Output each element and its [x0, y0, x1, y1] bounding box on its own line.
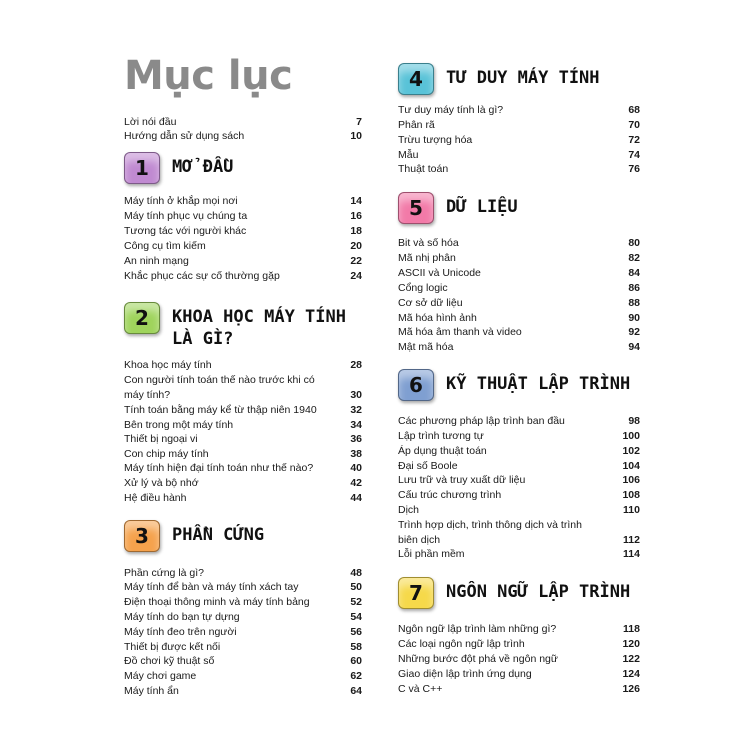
chapter-4-title: TƯ DUY MÁY TÍNH: [446, 68, 600, 88]
entry-page: 38: [350, 448, 362, 460]
entry-page: 16: [350, 210, 362, 222]
toc-entry[interactable]: [124, 447, 362, 462]
entry-page: 58: [350, 641, 362, 653]
entry-page: 126: [622, 683, 640, 695]
toc-entry[interactable]: [124, 640, 362, 655]
toc-entry[interactable]: [124, 115, 362, 130]
entry-page: 64: [350, 685, 362, 697]
entry-page: 90: [628, 312, 640, 324]
chapter-6-heading[interactable]: [398, 369, 640, 401]
entry-label: Máy tính do bạn tự dựng: [124, 611, 240, 623]
toc-entry[interactable]: [124, 224, 362, 239]
entry-page: 62: [350, 670, 362, 682]
toc-entry[interactable]: [124, 209, 362, 224]
entry-page: 88: [628, 297, 640, 309]
chapter-5-title: DỮ LIỆU: [446, 197, 518, 217]
entry-label: Cấu trúc chương trình: [398, 489, 502, 501]
entry-page: 34: [350, 419, 362, 431]
toc-entry[interactable]: [124, 418, 362, 433]
entry-label: Lập trình tương tự: [398, 430, 484, 442]
chapter-4-heading[interactable]: [398, 63, 640, 95]
toc-entry[interactable]: [398, 547, 640, 562]
toc-entry[interactable]: [124, 194, 362, 209]
chapter-6-badge: 6: [398, 369, 434, 401]
toc-entry[interactable]: [398, 682, 640, 697]
toc-entry[interactable]: [124, 476, 362, 491]
entry-page: 14: [350, 195, 362, 207]
entry-page: 36: [350, 433, 362, 445]
toc-entry[interactable]: [398, 444, 640, 459]
toc-entry[interactable]: [124, 239, 362, 254]
toc-entry[interactable]: [398, 266, 640, 281]
toc-entry[interactable]: [398, 162, 640, 177]
toc-entry[interactable]: [124, 491, 362, 506]
toc-entry[interactable]: [398, 103, 640, 118]
entry-label: Trình hợp dịch, trình thông dịch và trình biên dịch: [398, 519, 582, 546]
entry-label: Mã hóa hình ảnh: [398, 312, 477, 324]
toc-entry[interactable]: [398, 667, 640, 682]
chapter-2-title: KHOA HỌC MÁY TÍNH LÀ GÌ?: [172, 307, 346, 349]
toc-entry[interactable]: [124, 654, 362, 669]
entry-page: 104: [622, 460, 640, 472]
entry-label: Ngôn ngữ lập trình làm những gì?: [398, 623, 557, 635]
entry-label: Điện thoại thông minh và máy tính bảng: [124, 596, 310, 608]
entry-page: 124: [622, 668, 640, 680]
entry-label: Trừu tượng hóa: [398, 134, 473, 146]
entry-label: Xử lý và bộ nhớ: [124, 477, 199, 489]
entry-label: Thuật toán: [398, 163, 449, 175]
chapter-5-heading[interactable]: [398, 192, 640, 224]
toc-entry[interactable]: [124, 373, 362, 403]
entry-label: Hệ điều hành: [124, 492, 187, 504]
toc-entry[interactable]: [398, 296, 640, 311]
entry-page: 50: [350, 581, 362, 593]
chapter-7-heading[interactable]: [398, 577, 640, 609]
entry-label: Mẫu: [398, 149, 419, 161]
toc-entry[interactable]: [398, 459, 640, 474]
entry-label: Những bước đột phá về ngôn ngữ: [398, 653, 558, 665]
entry-label: Con chip máy tính: [124, 448, 209, 460]
toc-entry[interactable]: [124, 129, 362, 144]
entry-page: 22: [350, 255, 362, 267]
entry-label: Cổng logic: [398, 282, 448, 294]
entry-label: Máy tính ẩn: [124, 685, 179, 697]
entry-label: Cơ sở dữ liệu: [398, 297, 463, 309]
entry-label: Máy tính đeo trên người: [124, 626, 237, 638]
entry-page: 114: [623, 548, 640, 560]
chapter-6-title: KỸ THUẬT LẬP TRÌNH: [446, 374, 631, 394]
entry-label: Áp dụng thuật toán: [398, 445, 487, 457]
entry-label: Lời nói đầu: [124, 116, 177, 128]
entry-page: 122: [622, 653, 640, 665]
toc-entry[interactable]: [398, 118, 640, 133]
toc-entry[interactable]: [398, 473, 640, 488]
entry-label: An ninh mạng: [124, 255, 189, 267]
toc-entry[interactable]: [398, 311, 640, 326]
entry-label: Phân rã: [398, 119, 435, 131]
entry-page: 18: [350, 225, 362, 237]
entry-label: Lưu trữ và truy xuất dữ liệu: [398, 474, 526, 486]
chapter-3-title: PHẦN CỨNG: [172, 525, 265, 545]
entry-label: Tư duy máy tính là gì?: [398, 104, 504, 116]
entry-page: 118: [623, 623, 640, 635]
toc-entry[interactable]: [398, 503, 640, 518]
entry-page: 54: [350, 611, 362, 623]
toc-entry[interactable]: [124, 669, 362, 684]
entry-label: Giao diện lập trình ứng dụng: [398, 668, 532, 680]
toc-entry[interactable]: [398, 414, 640, 429]
entry-label: Đại số Boole: [398, 460, 458, 472]
chapter-3-heading[interactable]: [124, 520, 362, 552]
chapter-4-badge: 4: [398, 63, 434, 95]
chapter-2-badge: 2: [124, 302, 160, 334]
toc-entry[interactable]: [124, 254, 362, 269]
entry-label: Tương tác với người khác: [124, 225, 247, 237]
toc-entry[interactable]: [398, 281, 640, 296]
entry-page: 102: [622, 445, 640, 457]
entry-page: 48: [350, 567, 362, 579]
toc-entry[interactable]: [124, 595, 362, 610]
entry-page: 108: [622, 489, 640, 501]
toc-entry[interactable]: [124, 625, 362, 640]
entry-label: Máy tính phục vụ chúng ta: [124, 210, 248, 222]
entry-page: 68: [628, 104, 640, 116]
toc-entry[interactable]: [398, 622, 640, 637]
entry-page: 100: [622, 430, 640, 442]
entry-label: Bên trong một máy tính: [124, 419, 234, 431]
toc-entry[interactable]: [124, 461, 362, 476]
entry-page: 52: [350, 596, 362, 608]
entry-label: ASCII và Unicode: [398, 267, 481, 279]
toc-entry[interactable]: [124, 684, 362, 699]
chapter-7-title: NGÔN NGỮ LẬP TRÌNH: [446, 582, 631, 602]
entry-label: Hướng dẫn sử dụng sách: [124, 130, 245, 142]
toc-entry[interactable]: [124, 580, 362, 595]
entry-page: 84: [628, 267, 640, 279]
entry-label: Lỗi phần mềm: [398, 548, 465, 560]
chapter-3-badge: 3: [124, 520, 160, 552]
entry-label: Dịch: [398, 504, 420, 516]
entry-label: Mã hóa âm thanh và video: [398, 326, 522, 338]
toc-entry[interactable]: [124, 610, 362, 625]
entry-page: 106: [622, 474, 640, 486]
entry-label: Con người tính toán thế nào trước khi có máy tính?: [124, 374, 315, 401]
entry-label: Khoa học máy tính: [124, 359, 212, 371]
toc-entry[interactable]: [398, 652, 640, 667]
chapter-7-badge: 7: [398, 577, 434, 609]
toc-entry[interactable]: [124, 432, 362, 447]
toc-entry[interactable]: [398, 236, 640, 251]
toc-entry[interactable]: [124, 358, 362, 373]
entry-label: Đồ chơi kỹ thuật số: [124, 655, 215, 667]
toc-entry[interactable]: [398, 148, 640, 163]
entry-label: Tính toán bằng máy kể từ thập niên 1940: [124, 404, 317, 416]
entry-label: Máy tính ở khắp mọi nơi: [124, 195, 238, 207]
entry-page: 20: [350, 240, 362, 252]
chapter-1-heading[interactable]: [124, 152, 362, 184]
entry-page: 120: [622, 638, 640, 650]
entry-page: 10: [350, 130, 362, 142]
entry-label: Thiết bị được kết nối: [124, 641, 221, 653]
chapter-2-heading[interactable]: [124, 302, 362, 350]
toc-entry[interactable]: [398, 340, 640, 355]
entry-page: 72: [628, 134, 640, 146]
entry-page: 42: [350, 477, 362, 489]
entry-page: 112: [623, 533, 640, 546]
entry-page: 56: [350, 626, 362, 638]
toc-entry[interactable]: [398, 325, 640, 340]
entry-label: Mật mã hóa: [398, 341, 454, 353]
toc-entry[interactable]: [124, 403, 362, 418]
entry-page: 80: [628, 237, 640, 249]
entry-label: Mã nhị phân: [398, 252, 456, 264]
entry-page: 40: [350, 462, 362, 474]
entry-page: 70: [628, 119, 640, 131]
entry-page: 24: [350, 270, 362, 282]
entry-label: Các loại ngôn ngữ lập trình: [398, 638, 525, 650]
toc-entry[interactable]: [398, 133, 640, 148]
entry-label: C và C++: [398, 683, 443, 695]
entry-label: Khắc phục các sự cố thường gặp: [124, 270, 280, 282]
entry-page: 110: [623, 504, 640, 516]
chapter-1-title: MỞ ĐẦU: [172, 157, 234, 177]
entry-page: 76: [628, 163, 640, 175]
toc-entry[interactable]: [398, 429, 640, 444]
entry-page: 44: [350, 492, 362, 504]
entry-label: Bit và số hóa: [398, 237, 459, 249]
entry-page: 92: [628, 326, 640, 338]
toc-entry[interactable]: [398, 488, 640, 503]
entry-page: 32: [350, 404, 362, 416]
entry-page: 74: [628, 149, 640, 161]
toc-entry[interactable]: [124, 566, 362, 581]
entry-label: Phần cứng là gì?: [124, 567, 205, 579]
toc-entry[interactable]: [398, 251, 640, 266]
chapter-5-badge: 5: [398, 192, 434, 224]
entry-label: Thiết bị ngoại vi: [124, 433, 198, 445]
chapter-1-badge: 1: [124, 152, 160, 184]
entry-page: 7: [356, 116, 362, 128]
entry-page: 86: [628, 282, 640, 294]
entry-page: 60: [350, 655, 362, 667]
entry-page: 82: [628, 252, 640, 264]
toc-entry[interactable]: [398, 518, 640, 548]
entry-label: Máy chơi game: [124, 670, 197, 682]
entry-page: 28: [350, 359, 362, 371]
entry-label: Công cụ tìm kiếm: [124, 240, 206, 252]
entry-label: Các phương pháp lập trình ban đầu: [398, 415, 565, 427]
entry-label: Máy tính để bàn và máy tính xách tay: [124, 581, 299, 593]
entry-page: 30: [350, 388, 362, 401]
entry-label: Máy tính hiện đại tính toán như thế nào?: [124, 462, 314, 474]
page-title: Mục lục: [124, 53, 293, 99]
entry-page: 94: [628, 341, 640, 353]
toc-entry[interactable]: [124, 269, 362, 284]
entry-page: 98: [628, 415, 640, 427]
toc-entry[interactable]: [398, 637, 640, 652]
